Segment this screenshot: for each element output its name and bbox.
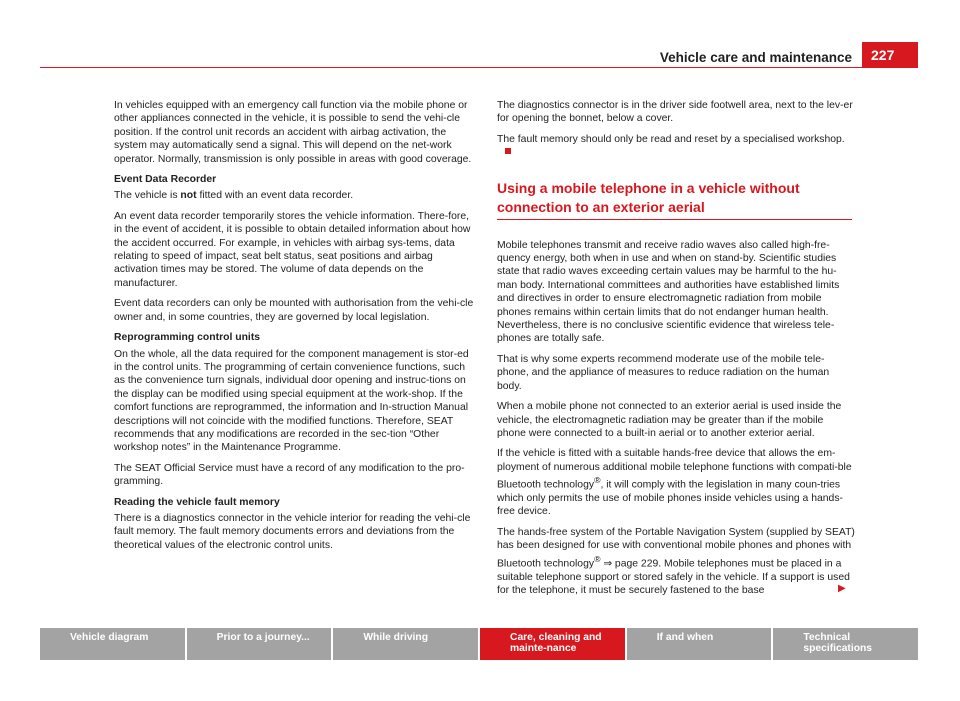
subheading-fault-memory: Reading the vehicle fault memory [114, 496, 280, 508]
paragraph-official-service: The SEAT Official Service must have a record of any modification to the pro-gramming. [114, 462, 465, 488]
registered-mark: ® [594, 475, 601, 486]
paragraph-fault-memory: There is a diagnostics connector in the vehicle interior for reading the vehi-cle fault memory. The fault memory documents errors and deviations from the theoretical values of the electronic control units. [114, 512, 471, 551]
hands-free-text-before: If the vehicle is fitted with a suitable hands-free device that allows the em-ployment of numerous additional mobile telephone functions with compati-ble Bluetooth technology [497, 448, 852, 491]
page-header-title: Vehicle care and maintenance [659, 50, 852, 65]
footer-tab-prior-to-journey[interactable]: Prior to a journey... [187, 628, 332, 660]
section-end-marker [505, 148, 511, 154]
navigation-text-before: The hands-free system of the Portable Navigation System (supplied by SEAT) has been designed for use with conventional mobile phones and phones with Bluetooth technology [497, 526, 855, 570]
edr-text-after: fitted with an event data recorder. [196, 190, 354, 202]
paragraph-emergency-call: In vehicles equipped with an emergency call function via the mobile phone or other appliances connected in the vehicle, it is possible to send the vehi-cle position. If the control unit records an accident with airbag activation, the system may automatically send a signal. This will depend on the net-work operator. Normally, transmission is only possible in areas with good coverage. [114, 100, 472, 165]
edr-text-before: The vehicle is [114, 190, 181, 202]
paragraph-portable-navigation [497, 526, 855, 598]
paragraph-fault-memory-reset [497, 133, 855, 160]
paragraph-reprogramming: On the whole, all the data required for the component management is stor-ed in the control units. The programming of certain convenience functions, such as the convenience turn signals, individual door opening and instruc-tions on the display can be modified using special equipment at the work-shop. If the comfort functions are reprogrammed, the information and In-struction Manual descriptions will not coincide with the modified functions. Therefore, SEAT recommends that any modifications are recorded in the sec-tion “Other workshop notes” in the Maintenance Programme. [114, 348, 469, 454]
footer-navigation [40, 628, 918, 660]
header-divider [40, 67, 862, 68]
right-column [497, 99, 855, 604]
paragraph-radio-waves: Mobile telephones transmit and receive radio waves also called high-fre-quency energy, both when in use and when on stand-by. Scientific studies state that radio waves exceeding certain values may be harmful to the hu-man body. International committees and authorities have established limits and directives in order to ensure electromagnetic radiation from mobile phones remains within certain limits that do not endanger human health. Nevertheless, there is no conclusive scientific evidence that wireless tele-phones are totally safe. [497, 239, 840, 345]
paragraph-edr-description: An event data recorder temporarily stores the vehicle information. There-fore, in the event of accident, it is possible to obtain detailed information about how the accident occurred. For example, in vehicles with airbag sys-tems, data relating to speed of impact, seat belt status, seat positions and airbag activation times may be stored. The volume of data depends on the manufacturer. [114, 210, 471, 289]
registered-mark: ® [594, 553, 601, 564]
fault-reset-text: The fault memory should only be read and reset by a specialised workshop. [497, 133, 845, 145]
paragraph-hands-free-device [497, 447, 855, 519]
page-number-badge: 227 [862, 42, 918, 68]
paragraph-edr-authorisation: Event data recorders can only be mounted with authorisation from the vehi-cle owner and, in some countries, they are governed by local legislation. [114, 298, 474, 323]
navigation-text-after: ⇒ page 229. Mobile telephones must be placed in a suitable telephone support or stored safely in the vehicle. If a support is used for the telephone, it must be securely fastened to the base [497, 558, 850, 596]
paragraph-moderate-use: That is why some experts recommend moderate use of the mobile tele-phone, and the appliance of measures to reduce radiation on the human body. [497, 353, 830, 392]
paragraph-exterior-aerial: When a mobile phone not connected to an exterior aerial is used inside the vehicle, the electromagnetic radiation may be greater than if the mobile phone were connected to a built-in aerial or to another exterior aerial. [497, 401, 842, 439]
continue-arrow-icon: ▶ [838, 583, 846, 594]
paragraph-edr-fitted [114, 189, 476, 202]
footer-tab-care-cleaning-maintenance[interactable]: Care, cleaning and mainte-nance [480, 628, 625, 660]
hands-free-text-after: , it will comply with the legislation in many coun-tries which only permits the use of mobile phones inside vehicles using a hands-free device. [497, 479, 843, 518]
paragraph-diagnostics-connector: The diagnostics connector is in the driver side footwell area, next to the lev-er for opening the bonnet, below a cover. [497, 100, 853, 125]
footer-tab-if-and-when[interactable]: If and when [627, 628, 772, 660]
section-heading-mobile-telephone: Using a mobile telephone in a vehicle without connection to an exterior aerial [497, 179, 800, 215]
footer-tab-while-driving[interactable]: While driving [333, 628, 478, 660]
edr-text-bold: not [180, 190, 197, 202]
footer-tab-technical-specifications[interactable]: Technical specifications [773, 628, 918, 660]
left-column [114, 99, 476, 559]
subheading-reprogramming: Reprogramming control units [114, 332, 261, 344]
footer-tab-vehicle-diagram[interactable]: Vehicle diagram [40, 628, 185, 660]
section-heading-underline [497, 219, 852, 220]
subheading-event-data-recorder: Event Data Recorder [114, 174, 217, 186]
